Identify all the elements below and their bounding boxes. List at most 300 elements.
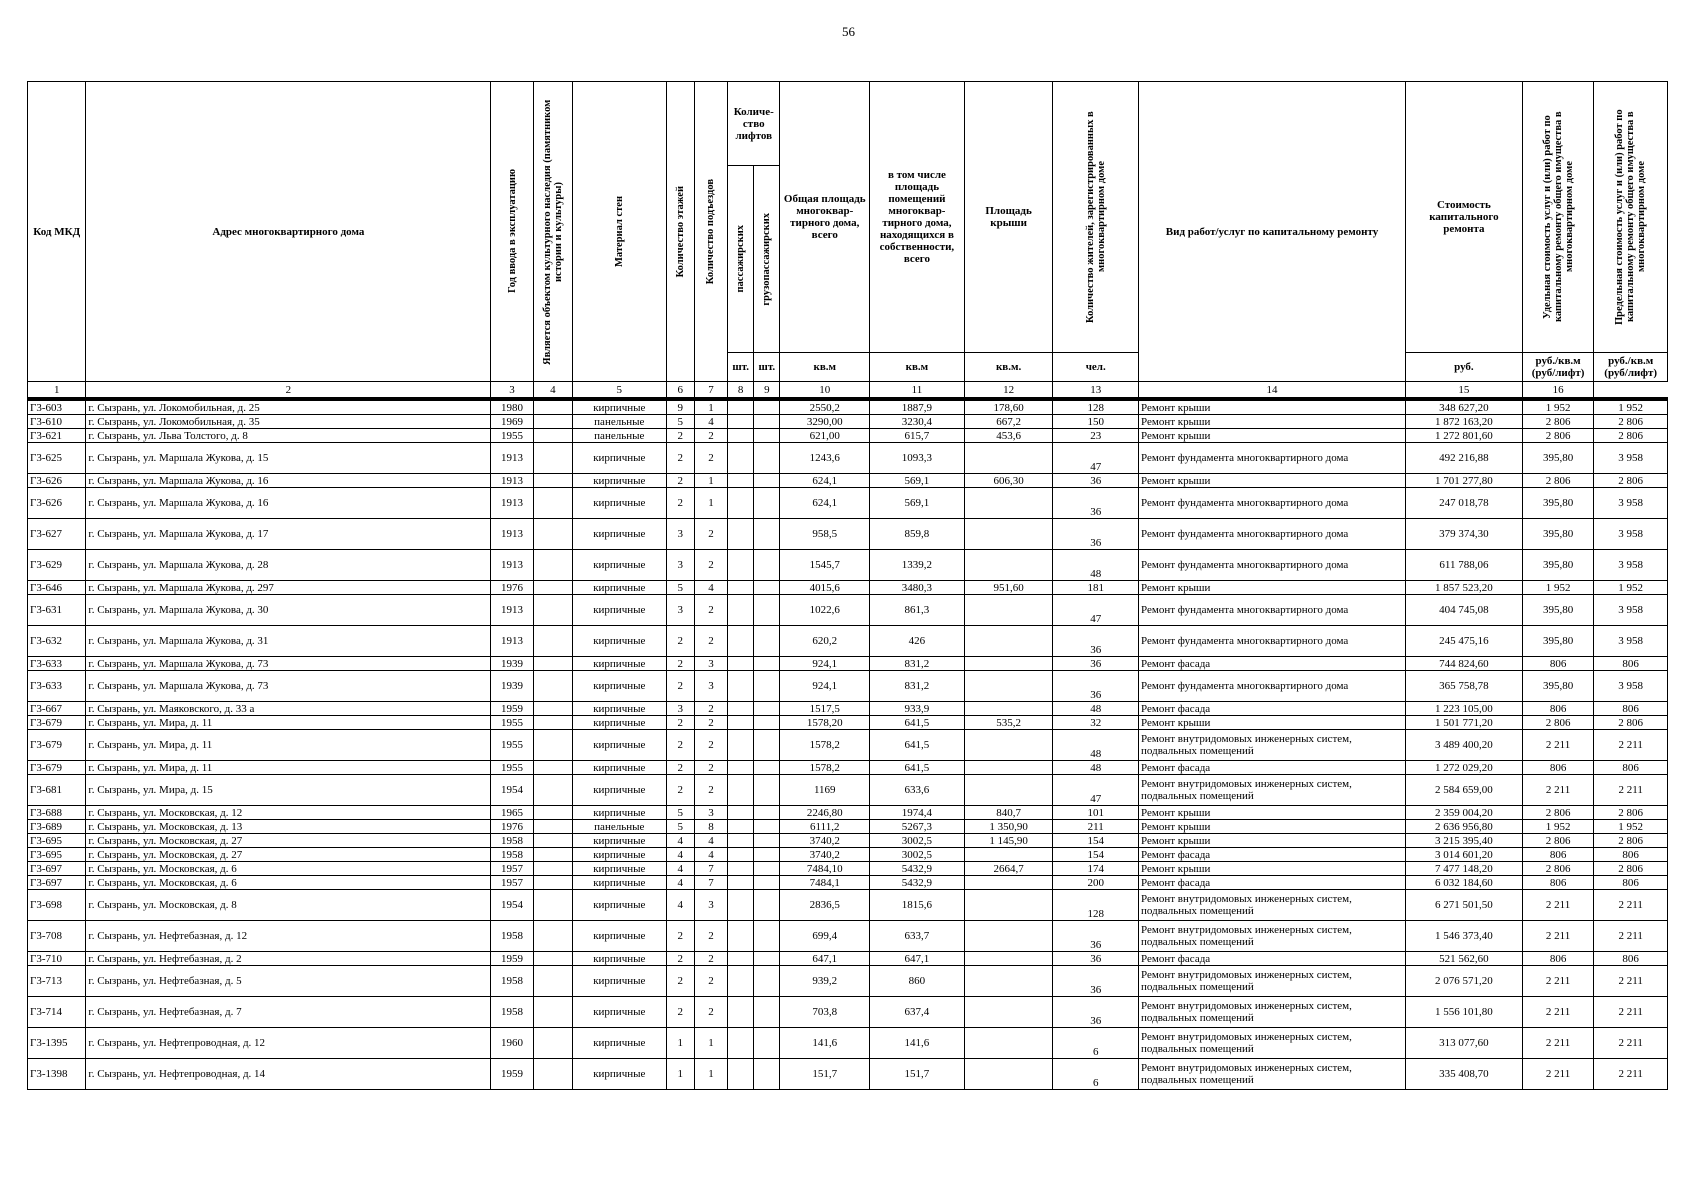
row-owned-area: 141,6 xyxy=(870,1028,965,1059)
row-wall-material: панельные xyxy=(572,429,666,443)
row-cost: 313 077,60 xyxy=(1405,1028,1522,1059)
row-total-area: 141,6 xyxy=(780,1028,870,1059)
row-work-type: Ремонт внутридомовых инженерных систем, подвальных помещений xyxy=(1139,1059,1406,1090)
row-cost: 245 475,16 xyxy=(1405,626,1522,657)
row-address: г. Сызрань, ул. Мира, д. 11 xyxy=(86,730,491,761)
header-floors: Количество этажей xyxy=(666,82,694,382)
row-code: Г3-689 xyxy=(28,820,86,834)
col-number: 9 xyxy=(754,382,780,399)
table-row xyxy=(28,488,1668,519)
col-number: 6 xyxy=(666,382,694,399)
col-number: 16 xyxy=(1522,382,1594,399)
row-limit-cost: 3 958 xyxy=(1594,443,1668,474)
row-cost: 1 857 523,20 xyxy=(1405,581,1522,595)
row-unit-cost: 2 806 xyxy=(1522,806,1594,820)
row-wall-material: кирпичные xyxy=(572,775,666,806)
unit-owned-area: кв.м xyxy=(870,353,965,382)
row-lifts-passenger xyxy=(728,595,754,626)
row-limit-cost: 806 xyxy=(1594,702,1668,716)
row-residents: 154 xyxy=(1053,848,1139,862)
row-heritage xyxy=(533,443,572,474)
row-unit-cost: 395,80 xyxy=(1522,671,1594,702)
col-number: 15 xyxy=(1405,382,1522,399)
row-owned-area: 3002,5 xyxy=(870,848,965,862)
row-code: Г3-688 xyxy=(28,806,86,820)
row-cost: 3 014 601,20 xyxy=(1405,848,1522,862)
row-heritage xyxy=(533,834,572,848)
row-lifts-passenger xyxy=(728,716,754,730)
row-floors: 1 xyxy=(666,1059,694,1090)
row-limit-cost: 2 806 xyxy=(1594,474,1668,488)
row-lifts-cargo xyxy=(754,876,780,890)
table-row xyxy=(28,702,1668,716)
col-number: 5 xyxy=(572,382,666,399)
col-number: 7 xyxy=(694,382,727,399)
row-lifts-passenger xyxy=(728,952,754,966)
row-year: 1959 xyxy=(491,952,533,966)
row-entrances: 3 xyxy=(694,657,727,671)
row-heritage xyxy=(533,848,572,862)
row-limit-cost: 2 211 xyxy=(1594,890,1668,921)
row-code: Г3-697 xyxy=(28,876,86,890)
row-cost: 1 872 163,20 xyxy=(1405,415,1522,429)
row-residents: 23 xyxy=(1053,429,1139,443)
row-roof-area: 1 350,90 xyxy=(964,820,1053,834)
row-total-area: 3740,2 xyxy=(780,834,870,848)
header-address: Адрес многоквартирного дома xyxy=(86,82,491,382)
row-unit-cost: 395,80 xyxy=(1522,488,1594,519)
row-address: г. Сызрань, ул. Маршала Жукова, д. 15 xyxy=(86,443,491,474)
row-lifts-passenger xyxy=(728,775,754,806)
table-row xyxy=(28,775,1668,806)
row-address: г. Сызрань, ул. Маршала Жукова, д. 16 xyxy=(86,474,491,488)
row-year: 1958 xyxy=(491,966,533,997)
row-total-area: 1578,2 xyxy=(780,730,870,761)
row-residents: 154 xyxy=(1053,834,1139,848)
row-code: Г3-681 xyxy=(28,775,86,806)
row-floors: 2 xyxy=(666,952,694,966)
row-code: Г3-603 xyxy=(28,401,86,415)
row-floors: 4 xyxy=(666,848,694,862)
row-limit-cost: 1 952 xyxy=(1594,820,1668,834)
row-residents: 36 xyxy=(1053,952,1139,966)
row-code: Г3-708 xyxy=(28,921,86,952)
row-lifts-passenger xyxy=(728,966,754,997)
row-roof-area: 1 145,90 xyxy=(964,834,1053,848)
unit-lifts-passenger: шт. xyxy=(728,353,754,382)
row-lifts-cargo xyxy=(754,716,780,730)
row-cost: 1 701 277,80 xyxy=(1405,474,1522,488)
row-residents: 36 xyxy=(1053,966,1139,997)
row-entrances: 2 xyxy=(694,550,727,581)
row-work-type: Ремонт крыши xyxy=(1139,806,1406,820)
row-year: 1939 xyxy=(491,671,533,702)
row-heritage xyxy=(533,657,572,671)
row-unit-cost: 2 806 xyxy=(1522,862,1594,876)
row-code: Г3-621 xyxy=(28,429,86,443)
row-wall-material: кирпичные xyxy=(572,848,666,862)
header-wall-material: Материал стен xyxy=(572,82,666,382)
row-limit-cost: 1 952 xyxy=(1594,581,1668,595)
row-year: 1958 xyxy=(491,997,533,1028)
row-code: Г3-1398 xyxy=(28,1059,86,1090)
row-heritage xyxy=(533,1059,572,1090)
row-total-area: 2550,2 xyxy=(780,401,870,415)
row-year: 1939 xyxy=(491,657,533,671)
row-entrances: 2 xyxy=(694,702,727,716)
row-entrances: 4 xyxy=(694,848,727,862)
row-entrances: 7 xyxy=(694,876,727,890)
row-entrances: 2 xyxy=(694,626,727,657)
table-row xyxy=(28,1028,1668,1059)
row-roof-area xyxy=(964,761,1053,775)
col-number: 14 xyxy=(1139,382,1406,399)
row-limit-cost: 2 211 xyxy=(1594,1028,1668,1059)
row-work-type: Ремонт крыши xyxy=(1139,401,1406,415)
row-floors: 4 xyxy=(666,876,694,890)
row-address: г. Сызрань, ул. Московская, д. 6 xyxy=(86,862,491,876)
row-residents: 48 xyxy=(1053,761,1139,775)
table-row xyxy=(28,474,1668,488)
row-wall-material: кирпичные xyxy=(572,550,666,581)
row-wall-material: кирпичные xyxy=(572,806,666,820)
row-lifts-passenger xyxy=(728,474,754,488)
row-wall-material: кирпичные xyxy=(572,671,666,702)
row-lifts-cargo xyxy=(754,820,780,834)
row-work-type: Ремонт внутридомовых инженерных систем, подвальных помещений xyxy=(1139,1028,1406,1059)
row-heritage xyxy=(533,474,572,488)
row-unit-cost: 2 806 xyxy=(1522,834,1594,848)
row-cost: 247 018,78 xyxy=(1405,488,1522,519)
row-cost: 3 489 400,20 xyxy=(1405,730,1522,761)
row-entrances: 3 xyxy=(694,890,727,921)
row-roof-area xyxy=(964,921,1053,952)
row-address: г. Сызрань, ул. Мира, д. 11 xyxy=(86,761,491,775)
row-owned-area: 1339,2 xyxy=(870,550,965,581)
row-work-type: Ремонт фундамента многоквартирного дома xyxy=(1139,488,1406,519)
row-year: 1958 xyxy=(491,848,533,862)
row-residents: 32 xyxy=(1053,716,1139,730)
row-limit-cost: 2 806 xyxy=(1594,806,1668,820)
col-number: 1 xyxy=(28,382,86,399)
row-wall-material: кирпичные xyxy=(572,519,666,550)
row-work-type: Ремонт крыши xyxy=(1139,862,1406,876)
unit-lifts-cargo: шт. xyxy=(754,353,780,382)
row-cost: 6 032 184,60 xyxy=(1405,876,1522,890)
row-year: 1913 xyxy=(491,626,533,657)
row-roof-area: 667,2 xyxy=(964,415,1053,429)
row-work-type: Ремонт крыши xyxy=(1139,834,1406,848)
row-cost: 379 374,30 xyxy=(1405,519,1522,550)
row-owned-area: 861,3 xyxy=(870,595,965,626)
row-limit-cost: 3 958 xyxy=(1594,671,1668,702)
row-address: г. Сызрань, ул. Локомобильная, д. 35 xyxy=(86,415,491,429)
row-wall-material: кирпичные xyxy=(572,581,666,595)
row-roof-area xyxy=(964,657,1053,671)
row-unit-cost: 2 211 xyxy=(1522,775,1594,806)
row-owned-area: 5432,9 xyxy=(870,876,965,890)
row-limit-cost: 806 xyxy=(1594,952,1668,966)
row-lifts-passenger xyxy=(728,519,754,550)
row-lifts-passenger xyxy=(728,921,754,952)
row-unit-cost: 1 952 xyxy=(1522,401,1594,415)
row-total-area: 958,5 xyxy=(780,519,870,550)
row-heritage xyxy=(533,997,572,1028)
row-floors: 9 xyxy=(666,401,694,415)
row-floors: 5 xyxy=(666,581,694,595)
row-lifts-passenger xyxy=(728,761,754,775)
row-lifts-cargo xyxy=(754,1059,780,1090)
row-entrances: 1 xyxy=(694,1059,727,1090)
row-heritage xyxy=(533,716,572,730)
row-lifts-passenger xyxy=(728,997,754,1028)
table-row xyxy=(28,1059,1668,1090)
row-total-area: 1517,5 xyxy=(780,702,870,716)
row-floors: 2 xyxy=(666,997,694,1028)
row-work-type: Ремонт фундамента многоквартирного дома xyxy=(1139,671,1406,702)
row-year: 1976 xyxy=(491,581,533,595)
row-limit-cost: 806 xyxy=(1594,876,1668,890)
table-body xyxy=(28,399,1668,1090)
row-lifts-passenger xyxy=(728,730,754,761)
row-owned-area: 647,1 xyxy=(870,952,965,966)
row-address: г. Сызрань, ул. Маршала Жукова, д. 31 xyxy=(86,626,491,657)
row-residents: 48 xyxy=(1053,550,1139,581)
row-residents: 36 xyxy=(1053,671,1139,702)
row-owned-area: 1887,9 xyxy=(870,401,965,415)
row-address: г. Сызрань, ул. Маршала Жукова, д. 17 xyxy=(86,519,491,550)
row-floors: 2 xyxy=(666,474,694,488)
row-lifts-cargo xyxy=(754,806,780,820)
row-total-area: 1169 xyxy=(780,775,870,806)
row-work-type: Ремонт фасада xyxy=(1139,952,1406,966)
row-year: 1955 xyxy=(491,716,533,730)
row-address: г. Сызрань, ул. Маршала Жукова, д. 73 xyxy=(86,671,491,702)
row-year: 1959 xyxy=(491,702,533,716)
row-lifts-cargo xyxy=(754,1028,780,1059)
row-heritage xyxy=(533,761,572,775)
row-code: Г3-697 xyxy=(28,862,86,876)
row-roof-area: 178,60 xyxy=(964,401,1053,415)
row-lifts-cargo xyxy=(754,702,780,716)
row-wall-material: кирпичные xyxy=(572,834,666,848)
row-total-area: 620,2 xyxy=(780,626,870,657)
row-unit-cost: 1 952 xyxy=(1522,581,1594,595)
row-lifts-passenger xyxy=(728,488,754,519)
table-row xyxy=(28,890,1668,921)
row-lifts-cargo xyxy=(754,952,780,966)
row-owned-area: 569,1 xyxy=(870,474,965,488)
row-address: г. Сызрань, ул. Мира, д. 11 xyxy=(86,716,491,730)
row-cost: 2 584 659,00 xyxy=(1405,775,1522,806)
row-work-type: Ремонт крыши xyxy=(1139,820,1406,834)
row-residents: 36 xyxy=(1053,921,1139,952)
row-wall-material: кирпичные xyxy=(572,702,666,716)
row-address: г. Сызрань, ул. Нефтебазная, д. 7 xyxy=(86,997,491,1028)
row-cost: 1 272 029,20 xyxy=(1405,761,1522,775)
row-unit-cost: 2 806 xyxy=(1522,415,1594,429)
row-floors: 2 xyxy=(666,775,694,806)
row-floors: 2 xyxy=(666,730,694,761)
row-floors: 5 xyxy=(666,806,694,820)
row-lifts-passenger xyxy=(728,657,754,671)
row-heritage xyxy=(533,519,572,550)
row-entrances: 2 xyxy=(694,952,727,966)
unit-cost: руб. xyxy=(1405,353,1522,382)
row-year: 1913 xyxy=(491,519,533,550)
row-wall-material: кирпичные xyxy=(572,626,666,657)
row-lifts-cargo xyxy=(754,443,780,474)
table-row xyxy=(28,921,1668,952)
row-floors: 3 xyxy=(666,550,694,581)
row-year: 1960 xyxy=(491,1028,533,1059)
row-heritage xyxy=(533,730,572,761)
row-residents: 174 xyxy=(1053,862,1139,876)
row-heritage xyxy=(533,702,572,716)
row-heritage xyxy=(533,626,572,657)
row-limit-cost: 2 211 xyxy=(1594,966,1668,997)
row-lifts-cargo xyxy=(754,775,780,806)
row-lifts-cargo xyxy=(754,921,780,952)
row-address: г. Сызрань, ул. Маршала Жукова, д. 73 xyxy=(86,657,491,671)
row-residents: 47 xyxy=(1053,775,1139,806)
row-roof-area xyxy=(964,876,1053,890)
row-lifts-cargo xyxy=(754,429,780,443)
row-limit-cost: 2 211 xyxy=(1594,997,1668,1028)
row-work-type: Ремонт крыши xyxy=(1139,474,1406,488)
row-address: г. Сызрань, ул. Локомобильная, д. 25 xyxy=(86,401,491,415)
row-limit-cost: 3 958 xyxy=(1594,519,1668,550)
row-total-area: 939,2 xyxy=(780,966,870,997)
table-row xyxy=(28,415,1668,429)
row-entrances: 1 xyxy=(694,474,727,488)
row-limit-cost: 806 xyxy=(1594,761,1668,775)
row-wall-material: кирпичные xyxy=(572,1059,666,1090)
row-heritage xyxy=(533,671,572,702)
row-owned-area: 637,4 xyxy=(870,997,965,1028)
row-owned-area: 831,2 xyxy=(870,657,965,671)
row-wall-material: кирпичные xyxy=(572,921,666,952)
row-owned-area: 641,5 xyxy=(870,761,965,775)
row-address: г. Сызрань, ул. Нефтебазная, д. 5 xyxy=(86,966,491,997)
row-total-area: 151,7 xyxy=(780,1059,870,1090)
row-address: г. Сызрань, ул. Льва Толстого, д. 8 xyxy=(86,429,491,443)
row-residents: 36 xyxy=(1053,474,1139,488)
row-year: 1958 xyxy=(491,834,533,848)
row-heritage xyxy=(533,862,572,876)
row-address: г. Сызрань, ул. Нефтебазная, д. 12 xyxy=(86,921,491,952)
row-total-area: 621,00 xyxy=(780,429,870,443)
row-entrances: 2 xyxy=(694,595,727,626)
row-lifts-cargo xyxy=(754,761,780,775)
row-heritage xyxy=(533,966,572,997)
row-total-area: 7484,1 xyxy=(780,876,870,890)
row-year: 1980 xyxy=(491,401,533,415)
row-heritage xyxy=(533,775,572,806)
row-roof-area xyxy=(964,997,1053,1028)
row-heritage xyxy=(533,806,572,820)
row-code: Г3-679 xyxy=(28,761,86,775)
row-unit-cost: 2 211 xyxy=(1522,966,1594,997)
row-total-area: 3740,2 xyxy=(780,848,870,862)
row-address: г. Сызрань, ул. Мира, д. 15 xyxy=(86,775,491,806)
row-year: 1913 xyxy=(491,443,533,474)
row-code: Г3-698 xyxy=(28,890,86,921)
row-total-area: 924,1 xyxy=(780,657,870,671)
row-code: Г3-679 xyxy=(28,716,86,730)
header-code: Код МКД xyxy=(28,82,86,382)
row-work-type: Ремонт фасада xyxy=(1139,876,1406,890)
row-heritage xyxy=(533,921,572,952)
col-number: 8 xyxy=(728,382,754,399)
header-owned-area: в том числе площадь помещений многоквар-тирного дома, находящихся в собственности, всего xyxy=(870,82,965,353)
header-entrances: Количество подъездов xyxy=(694,82,727,382)
row-heritage xyxy=(533,550,572,581)
row-entrances: 4 xyxy=(694,834,727,848)
row-floors: 2 xyxy=(666,657,694,671)
col-number: 10 xyxy=(780,382,870,399)
row-residents: 36 xyxy=(1053,626,1139,657)
row-lifts-passenger xyxy=(728,834,754,848)
row-owned-area: 3002,5 xyxy=(870,834,965,848)
row-lifts-passenger xyxy=(728,806,754,820)
row-lifts-passenger xyxy=(728,550,754,581)
row-wall-material: кирпичные xyxy=(572,657,666,671)
row-floors: 3 xyxy=(666,702,694,716)
row-limit-cost: 2 806 xyxy=(1594,862,1668,876)
row-limit-cost: 806 xyxy=(1594,657,1668,671)
row-floors: 2 xyxy=(666,488,694,519)
row-code: Г3-714 xyxy=(28,997,86,1028)
row-address: г. Сызрань, ул. Маршала Жукова, д. 30 xyxy=(86,595,491,626)
col-number: 13 xyxy=(1053,382,1139,399)
row-entrances: 8 xyxy=(694,820,727,834)
row-entrances: 2 xyxy=(694,730,727,761)
row-work-type: Ремонт фасада xyxy=(1139,657,1406,671)
row-limit-cost: 2 211 xyxy=(1594,730,1668,761)
header-residents: Количество жителей, зарегистрированных в многоквартирном доме xyxy=(1053,82,1139,353)
row-work-type: Ремонт крыши xyxy=(1139,429,1406,443)
row-cost: 1 546 373,40 xyxy=(1405,921,1522,952)
row-limit-cost: 3 958 xyxy=(1594,550,1668,581)
row-cost: 7 477 148,20 xyxy=(1405,862,1522,876)
row-total-area: 624,1 xyxy=(780,488,870,519)
row-code: Г3-626 xyxy=(28,474,86,488)
row-address: г. Сызрань, ул. Нефтепроводная, д. 14 xyxy=(86,1059,491,1090)
row-residents: 36 xyxy=(1053,997,1139,1028)
row-residents: 48 xyxy=(1053,702,1139,716)
row-roof-area xyxy=(964,595,1053,626)
row-entrances: 4 xyxy=(694,415,727,429)
row-lifts-cargo xyxy=(754,997,780,1028)
col-number: 12 xyxy=(964,382,1053,399)
row-heritage xyxy=(533,401,572,415)
row-entrances: 4 xyxy=(694,581,727,595)
row-limit-cost: 2 806 xyxy=(1594,429,1668,443)
row-roof-area: 840,7 xyxy=(964,806,1053,820)
row-lifts-cargo xyxy=(754,966,780,997)
row-total-area: 6111,2 xyxy=(780,820,870,834)
row-address: г. Сызрань, ул. Маяковского, д. 33 а xyxy=(86,702,491,716)
row-lifts-cargo xyxy=(754,626,780,657)
row-roof-area: 2664,7 xyxy=(964,862,1053,876)
row-floors: 1 xyxy=(666,1028,694,1059)
row-unit-cost: 2 211 xyxy=(1522,890,1594,921)
table-header xyxy=(28,82,1668,399)
row-roof-area: 535,2 xyxy=(964,716,1053,730)
row-cost: 2 359 004,20 xyxy=(1405,806,1522,820)
row-wall-material: кирпичные xyxy=(572,952,666,966)
